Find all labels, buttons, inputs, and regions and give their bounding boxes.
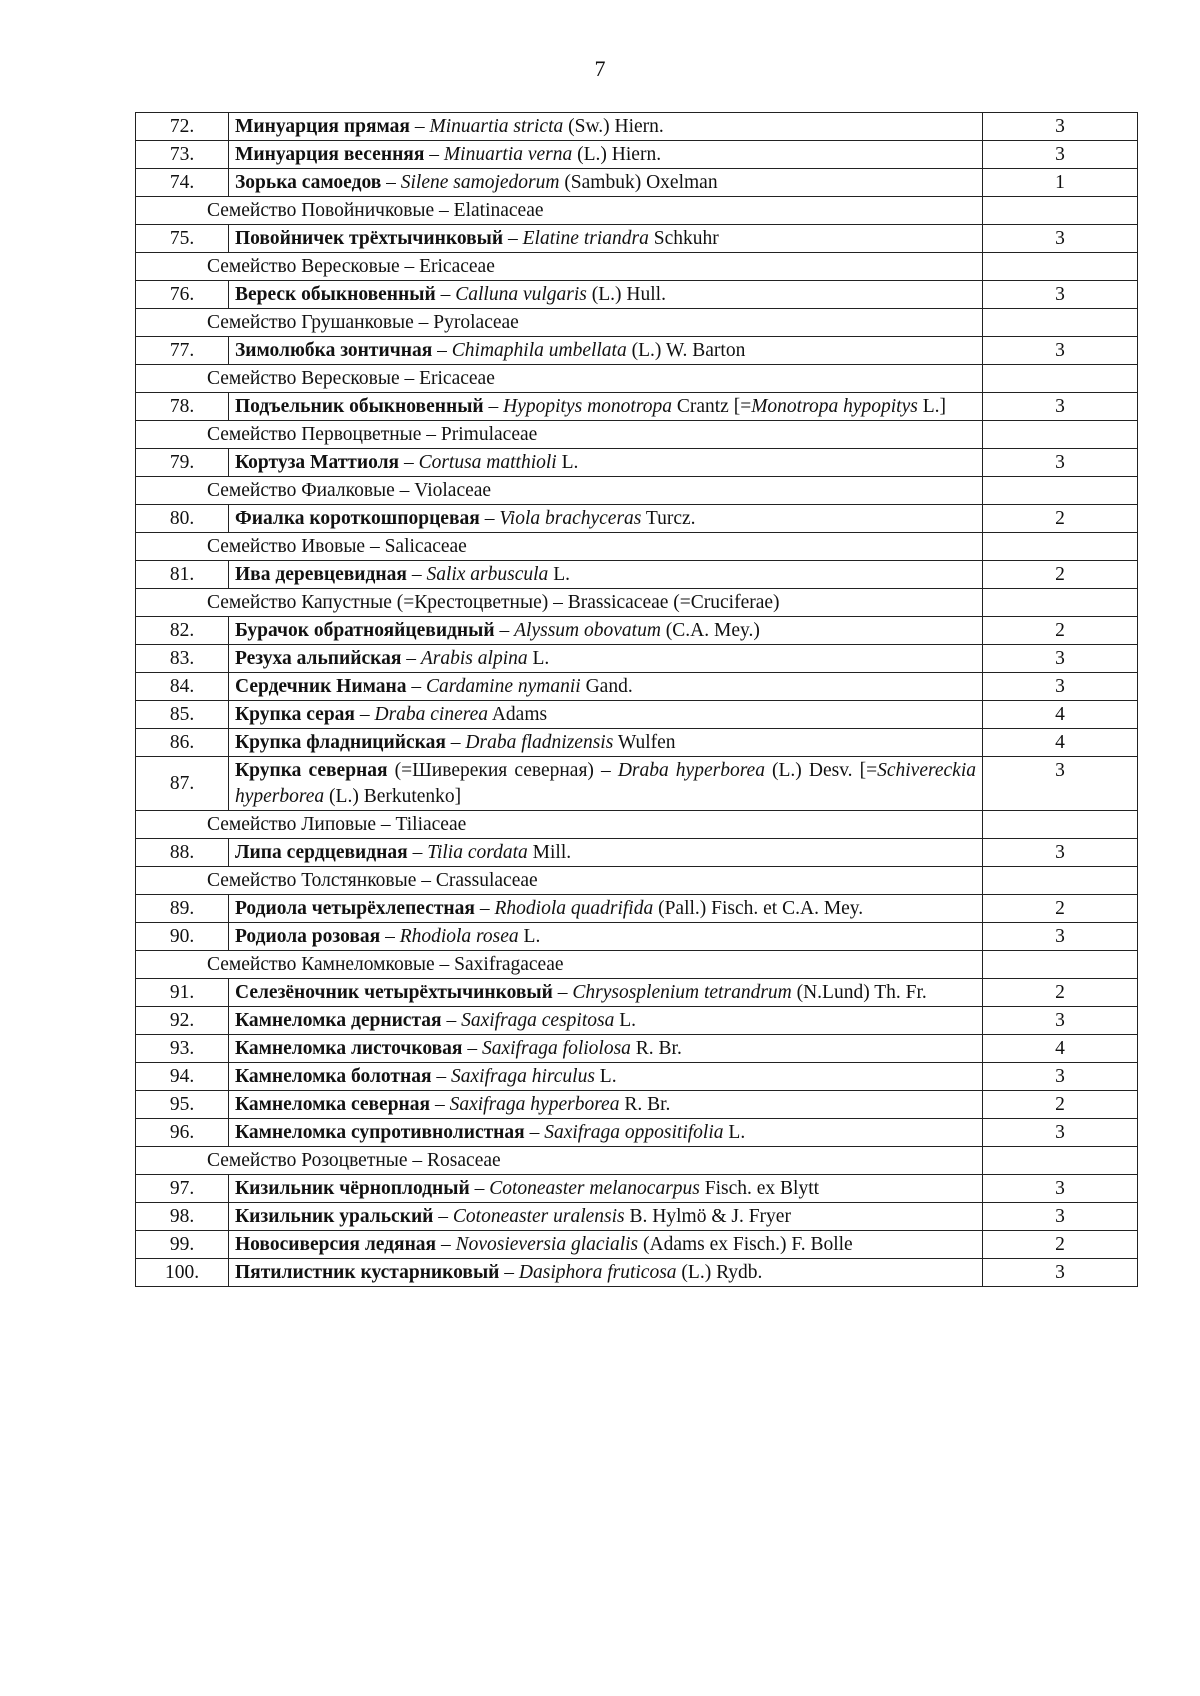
species-name-cell	[229, 561, 983, 589]
latin-name: Hypopitys monotropa	[503, 396, 672, 417]
row-number: 91.	[136, 979, 229, 1007]
russian-name: Подъельник обыкновенный	[235, 396, 484, 417]
author-citation: Turcz.	[641, 508, 696, 529]
row-number: 73.	[136, 141, 229, 169]
family-row	[136, 951, 1138, 979]
family-name: Семейство Первоцветные – Primulaceae	[136, 421, 983, 449]
row-number: 75.	[136, 225, 229, 253]
species-row	[136, 561, 1138, 589]
species-row	[136, 449, 1138, 477]
name-separator: –	[474, 898, 495, 919]
russian-name: Крупка серая	[235, 704, 355, 725]
species-row	[136, 1175, 1138, 1203]
russian-name: Крупка фладницийская	[235, 732, 446, 753]
author-citation: L.	[594, 1066, 617, 1087]
author-citation: (L.) Hull.	[586, 284, 666, 305]
synonym-author: L.]	[917, 396, 946, 417]
name-separator: –	[494, 620, 515, 641]
rarity-category: 3	[983, 393, 1138, 421]
latin-name: Cotoneaster uralensis	[452, 1206, 625, 1227]
family-name: Семейство Толстянковые – Crassulaceae	[136, 867, 983, 895]
name-separator: –	[380, 926, 400, 947]
row-number: 98.	[136, 1203, 229, 1231]
row-number: 76.	[136, 281, 229, 309]
author-citation: (Sambuk) Oxelman	[559, 172, 718, 193]
rarity-category: 3	[983, 141, 1138, 169]
russian-name: Фиалка короткошпорцевая	[235, 508, 480, 529]
russian-name: Родиола четырёхлепестная	[235, 898, 475, 919]
row-number: 92.	[136, 1007, 229, 1035]
species-name-cell	[229, 729, 983, 757]
row-number: 83.	[136, 645, 229, 673]
author-citation: (Sw.) Hiern.	[563, 116, 664, 137]
row-number: 74.	[136, 169, 229, 197]
row-number: 78.	[136, 393, 229, 421]
rarity-category: 3	[983, 923, 1138, 951]
russian-name: Зимолюбка зонтичная	[235, 340, 433, 361]
author-citation: L.	[518, 926, 541, 947]
row-number: 88.	[136, 839, 229, 867]
row-number: 87.	[136, 757, 229, 811]
russian-name: Пятилистник кустарниковый	[235, 1262, 500, 1283]
author-citation: (Adams ex Fisch.) F. Bolle	[638, 1234, 853, 1255]
author-citation: L.	[556, 452, 579, 473]
family-name: Семейство Вересковые – Ericaceae	[136, 365, 983, 393]
author-citation: Gand.	[580, 676, 633, 697]
family-row	[136, 477, 1138, 505]
rarity-category: 2	[983, 561, 1138, 589]
family-name: Семейство Розоцветные – Rosaceae	[136, 1147, 983, 1175]
rating-cell-empty	[983, 811, 1138, 839]
russian-name: Камнеломка листочковая	[235, 1038, 463, 1059]
row-number: 79.	[136, 449, 229, 477]
row-number: 84.	[136, 673, 229, 701]
species-name-cell	[229, 1035, 983, 1063]
latin-name: Draba fladnizensis	[465, 732, 614, 753]
name-separator: –	[524, 1122, 545, 1143]
species-name-cell	[229, 701, 983, 729]
species-name-cell	[229, 1175, 983, 1203]
latin-name: Draba cinerea	[374, 704, 489, 725]
latin-name: Silene samojedorum	[400, 172, 560, 193]
row-number: 96.	[136, 1119, 229, 1147]
author-citation: Mill.	[527, 842, 572, 863]
row-number: 99.	[136, 1231, 229, 1259]
rarity-category: 2	[983, 1231, 1138, 1259]
author-citation: (L.) W. Barton	[626, 340, 746, 361]
species-row	[136, 505, 1138, 533]
name-separator: –	[406, 676, 426, 697]
rarity-category: 3	[983, 839, 1138, 867]
name-separator: –	[399, 452, 419, 473]
name-separator: –	[462, 1038, 482, 1059]
author-citation: R. Br.	[619, 1094, 671, 1115]
russian-name: Кизильник чёрноплодный	[235, 1178, 470, 1199]
rarity-category: 3	[983, 1007, 1138, 1035]
russian-name: Камнеломка дернистая	[235, 1010, 442, 1031]
row-number: 90.	[136, 923, 229, 951]
author-citation: Adams	[488, 704, 548, 725]
species-row	[136, 617, 1138, 645]
latin-name: Dasiphora fruticosa	[518, 1262, 677, 1283]
row-number: 97.	[136, 1175, 229, 1203]
rating-cell-empty	[983, 951, 1138, 979]
rating-cell-empty	[983, 477, 1138, 505]
species-row	[136, 1231, 1138, 1259]
author-citation: R. Br.	[630, 1038, 682, 1059]
rarity-category: 2	[983, 895, 1138, 923]
rating-cell-empty	[983, 1147, 1138, 1175]
russian-name: Минуарция весенняя	[235, 144, 425, 165]
family-row	[136, 421, 1138, 449]
family-row	[136, 811, 1138, 839]
russian-name: Ива деревцевидная	[235, 564, 407, 585]
rarity-category: 3	[983, 645, 1138, 673]
name-separator: –	[441, 1010, 462, 1031]
species-row	[136, 673, 1138, 701]
rating-cell-empty	[983, 253, 1138, 281]
species-row	[136, 141, 1138, 169]
rarity-category: 3	[983, 673, 1138, 701]
russian-name: Липа сердцевидная	[235, 842, 408, 863]
species-name-cell	[229, 1091, 983, 1119]
author-citation: (L.) Desv. [=	[764, 760, 878, 781]
name-separator: –	[430, 1094, 450, 1115]
latin-name: Novosieversia glacialis	[455, 1234, 639, 1255]
row-number: 100.	[136, 1259, 229, 1287]
species-name-cell	[229, 225, 983, 253]
russian-name: Новосиверсия ледяная	[235, 1234, 437, 1255]
synonym-latin-name: Schivereckia hyperborea	[235, 760, 976, 807]
latin-name: Chrysosplenium tetrandrum	[572, 982, 792, 1003]
name-separator: –	[445, 732, 466, 753]
russian-name: Кизильник уральский	[235, 1206, 434, 1227]
russian-name: Селезёночник четырёхтычинковый	[235, 982, 553, 1003]
rarity-category: 4	[983, 729, 1138, 757]
latin-name: Draba hyperborea	[617, 760, 765, 781]
species-name-cell	[229, 1203, 983, 1231]
species-row	[136, 113, 1138, 141]
author-citation: Wulfen	[613, 732, 676, 753]
name-separator: –	[406, 564, 427, 585]
rating-cell-empty	[983, 533, 1138, 561]
row-number: 77.	[136, 337, 229, 365]
species-row	[136, 979, 1138, 1007]
family-name: Семейство Липовые – Tiliaceae	[136, 811, 983, 839]
author-citation: (C.A. Mey.)	[660, 620, 760, 641]
species-row	[136, 1063, 1138, 1091]
species-name-cell	[229, 923, 983, 951]
species-table	[135, 112, 1138, 1287]
rating-cell-empty	[983, 365, 1138, 393]
row-number: 93.	[136, 1035, 229, 1063]
latin-name: Salix arbuscula	[426, 564, 549, 585]
russian-name: Крупка северная	[235, 760, 388, 781]
family-row	[136, 589, 1138, 617]
row-number: 95.	[136, 1091, 229, 1119]
rarity-category: 3	[983, 449, 1138, 477]
row-number: 80.	[136, 505, 229, 533]
species-name-cell	[229, 839, 983, 867]
species-row	[136, 393, 1138, 421]
russian-name: Камнеломка северная	[235, 1094, 431, 1115]
latin-name: Minuartia stricta	[429, 116, 564, 137]
species-name-cell	[229, 337, 983, 365]
rarity-category: 2	[983, 505, 1138, 533]
rarity-category: 4	[983, 701, 1138, 729]
species-name-cell	[229, 1119, 983, 1147]
species-name-cell	[229, 1063, 983, 1091]
page-number: 7	[594, 56, 606, 81]
family-name: Семейство Капустные (=Крестоцветные) – Brassicaceae (=Cruciferae)	[136, 589, 983, 617]
name-separator: –	[381, 172, 401, 193]
latin-name: Minuartia verna	[443, 144, 573, 165]
name-separator: –	[354, 704, 375, 725]
family-row	[136, 1147, 1138, 1175]
author-citation: L.	[723, 1122, 746, 1143]
species-name-cell	[229, 757, 983, 811]
name-separator: –	[469, 1178, 490, 1199]
author-citation: Schkuhr	[648, 228, 719, 249]
rarity-category: 3	[983, 113, 1138, 141]
rating-cell-empty	[983, 309, 1138, 337]
species-name-cell	[229, 979, 983, 1007]
russian-name: Камнеломка супротивнолистная	[235, 1122, 525, 1143]
rarity-category: 3	[983, 1259, 1138, 1287]
latin-name: Rhodiola quadrifida	[494, 898, 654, 919]
family-name: Семейство Грушанковые – Pyrolaceae	[136, 309, 983, 337]
family-row	[136, 533, 1138, 561]
russian-name: Зорька самоедов	[235, 172, 382, 193]
species-row	[136, 1091, 1138, 1119]
family-row	[136, 197, 1138, 225]
rating-cell-empty	[983, 867, 1138, 895]
rarity-category: 3	[983, 337, 1138, 365]
name-separator: –	[436, 1234, 456, 1255]
latin-name: Saxifraga cespitosa	[461, 1010, 615, 1031]
family-name: Семейство Повойничковые – Elatinaceae	[136, 197, 983, 225]
species-name-cell	[229, 141, 983, 169]
russian-name: Родиола розовая	[235, 926, 381, 947]
latin-name: Alyssum obovatum	[514, 620, 661, 641]
name-separator: –	[483, 396, 504, 417]
russian-name: Бурачок обратнояйцевидный	[235, 620, 495, 641]
name-separator: –	[499, 1262, 519, 1283]
author-citation: (N.Lund) Th. Fr.	[791, 982, 927, 1003]
species-row	[136, 701, 1138, 729]
family-row	[136, 253, 1138, 281]
species-row	[136, 645, 1138, 673]
latin-name: Arabis alpina	[420, 648, 528, 669]
latin-name: Calluna vulgaris	[455, 284, 587, 305]
rating-cell-empty	[983, 421, 1138, 449]
russian-name: Минуарция прямая	[235, 116, 410, 137]
author-citation: L.	[614, 1010, 637, 1031]
latin-name: Saxifraga foliolosa	[481, 1038, 631, 1059]
family-row	[136, 867, 1138, 895]
russian-name: Вереск обыкновенный	[235, 284, 436, 305]
latin-name: Cardamine nymanii	[425, 676, 581, 697]
rarity-category: 3	[983, 757, 1138, 811]
author-citation: (Pall.) Fisch. et C.A. Mey.	[653, 898, 864, 919]
species-row	[136, 757, 1138, 811]
species-name-cell	[229, 169, 983, 197]
synonym-latin-name: Monotropa hypopitys	[751, 396, 918, 417]
rarity-category: 2	[983, 617, 1138, 645]
rarity-category: 3	[983, 1063, 1138, 1091]
latin-name: Chimaphila umbellata	[451, 340, 627, 361]
rarity-category: 3	[983, 225, 1138, 253]
author-citation: Crantz [=	[671, 396, 752, 417]
species-name-cell	[229, 1259, 983, 1287]
russian-name: Резуха альпийская	[235, 648, 402, 669]
rarity-category: 4	[983, 1035, 1138, 1063]
russian-name: Сердечник Нимана	[235, 676, 407, 697]
author-citation: (L.) Hiern.	[572, 144, 662, 165]
rarity-category: 2	[983, 1091, 1138, 1119]
name-separator: –	[432, 340, 452, 361]
species-name-cell	[229, 1231, 983, 1259]
name-separator: –	[409, 116, 430, 137]
species-name-cell	[229, 113, 983, 141]
latin-name: Tilia cordata	[427, 842, 528, 863]
name-separator: –	[552, 982, 573, 1003]
rarity-category: 1	[983, 169, 1138, 197]
species-row	[136, 839, 1138, 867]
row-number: 94.	[136, 1063, 229, 1091]
latin-name: Saxifraga oppositifolia	[544, 1122, 724, 1143]
latin-name: Cortusa matthioli	[418, 452, 557, 473]
rarity-category: 3	[983, 1203, 1138, 1231]
name-separator: –	[431, 1066, 452, 1087]
row-number: 89.	[136, 895, 229, 923]
species-row	[136, 895, 1138, 923]
species-row	[136, 1259, 1138, 1287]
species-row	[136, 923, 1138, 951]
species-row	[136, 729, 1138, 757]
russian-name: Кортуза Маттиоля	[235, 452, 400, 473]
species-row	[136, 169, 1138, 197]
rarity-category: 3	[983, 281, 1138, 309]
author-citation: L.	[548, 564, 570, 585]
species-row	[136, 337, 1138, 365]
name-separator: –	[479, 508, 500, 529]
name-separator: –	[424, 144, 444, 165]
name-separator: –	[435, 284, 456, 305]
author-citation: L.	[527, 648, 550, 669]
name-separator: –	[401, 648, 421, 669]
latin-name: Rhodiola rosea	[399, 926, 519, 947]
family-name: Семейство Камнеломковые – Saxifragaceae	[136, 951, 983, 979]
species-name-cell	[229, 505, 983, 533]
author-citation: (L.) Rydb.	[676, 1262, 763, 1283]
row-number: 72.	[136, 113, 229, 141]
species-row	[136, 281, 1138, 309]
family-row	[136, 365, 1138, 393]
species-name-cell	[229, 673, 983, 701]
row-number: 85.	[136, 701, 229, 729]
species-name-cell	[229, 617, 983, 645]
species-name-cell	[229, 449, 983, 477]
latin-name: Elatine triandra	[522, 228, 649, 249]
species-row	[136, 225, 1138, 253]
rarity-category: 3	[983, 1175, 1138, 1203]
species-row	[136, 1007, 1138, 1035]
russian-name: Повойничек трёхтычинковый	[235, 228, 504, 249]
species-name-cell	[229, 281, 983, 309]
author-citation: B. Hylmö & J. Fryer	[624, 1206, 791, 1227]
latin-name: Viola brachyceras	[499, 508, 642, 529]
name-separator: (=Шиверекия северная) –	[387, 760, 618, 781]
author-citation: Fisch. ex Blytt	[699, 1178, 820, 1199]
rarity-category: 3	[983, 1119, 1138, 1147]
row-number: 81.	[136, 561, 229, 589]
row-number: 82.	[136, 617, 229, 645]
synonym-author: (L.) Berkutenko]	[324, 786, 462, 807]
name-separator: –	[407, 842, 428, 863]
rarity-category: 2	[983, 979, 1138, 1007]
species-row	[136, 1203, 1138, 1231]
rating-cell-empty	[983, 197, 1138, 225]
row-number: 86.	[136, 729, 229, 757]
species-name-cell	[229, 645, 983, 673]
species-name-cell	[229, 393, 983, 421]
family-name: Семейство Ивовые – Salicaceae	[136, 533, 983, 561]
latin-name: Cotoneaster melanocarpus	[489, 1178, 700, 1199]
latin-name: Saxifraga hirculus	[451, 1066, 595, 1087]
name-separator: –	[433, 1206, 453, 1227]
species-row	[136, 1035, 1138, 1063]
species-name-cell	[229, 1007, 983, 1035]
species-name-cell	[229, 895, 983, 923]
latin-name: Saxifraga hyperborea	[449, 1094, 620, 1115]
rating-cell-empty	[983, 589, 1138, 617]
name-separator: –	[503, 228, 523, 249]
species-table-body	[136, 113, 1138, 1287]
family-name: Семейство Вересковые – Ericaceae	[136, 253, 983, 281]
russian-name: Камнеломка болотная	[235, 1066, 432, 1087]
species-row	[136, 1119, 1138, 1147]
family-row	[136, 309, 1138, 337]
family-name: Семейство Фиалковые – Violaceae	[136, 477, 983, 505]
